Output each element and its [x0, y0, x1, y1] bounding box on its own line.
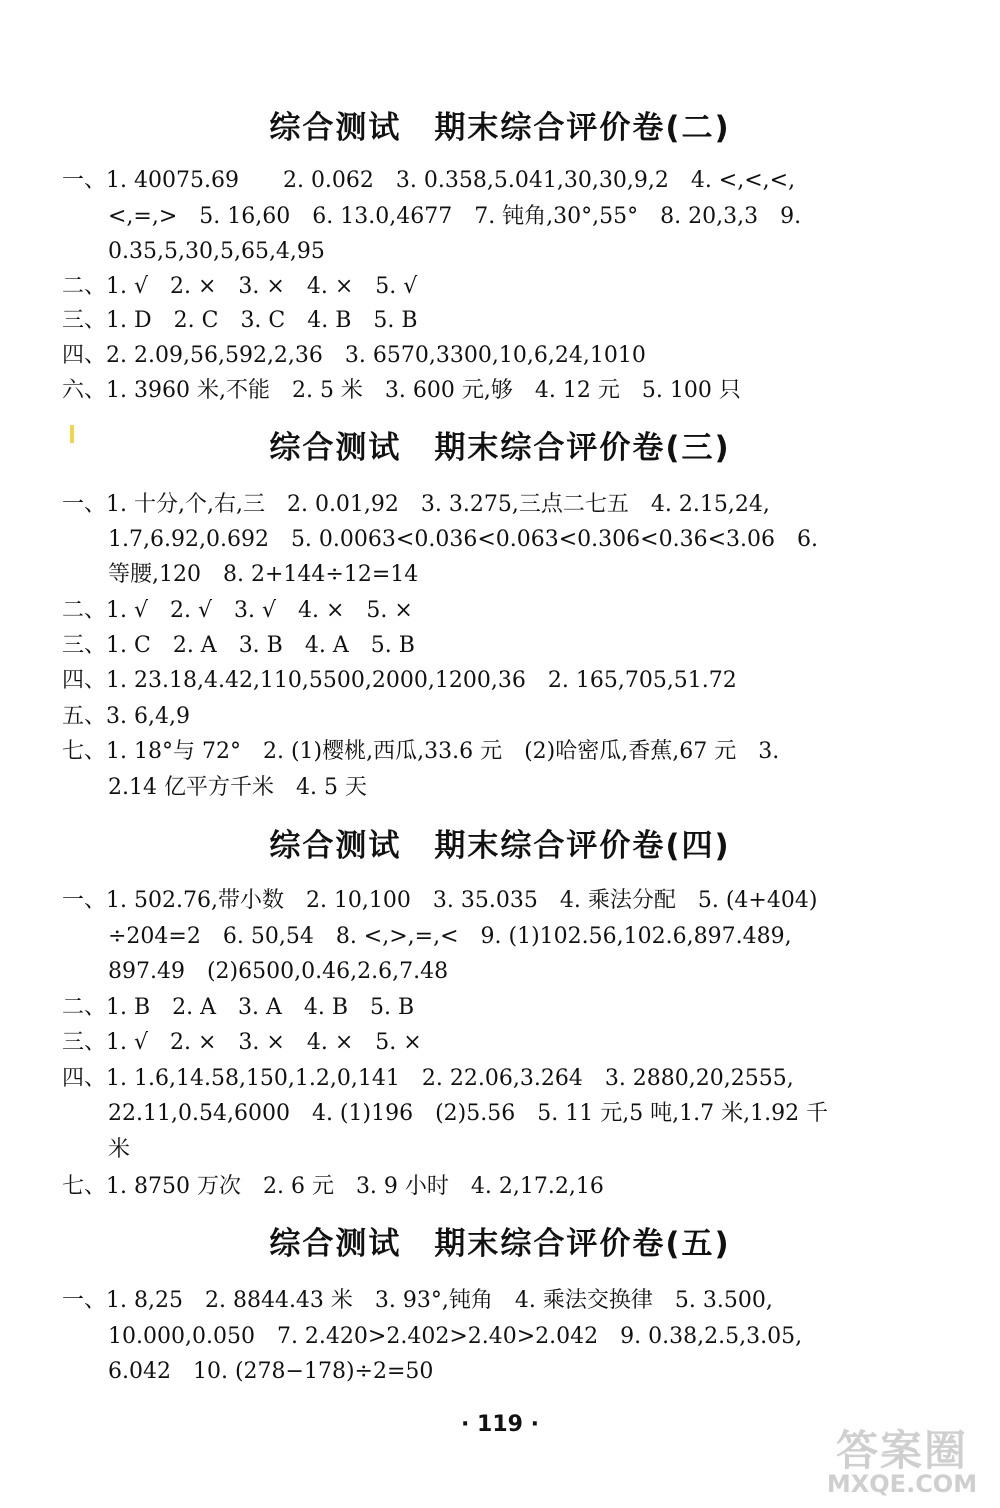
- answer-line: 七、1. 18°与 72° 2. (1)樱桃,西瓜,33.6 元 (2)哈密瓜,香蕉,67 元 3.: [62, 739, 780, 764]
- answer-line: 一、1. 8,25 2. 8844.43 米 3. 93°,钝角 4. 乘法交换律 5. 3.500,: [62, 1288, 773, 1313]
- answer-line: <,=,> 5. 16,60 6. 13.0,4677 7. 钝角,30°,55° 8. 20,3,3 9.: [108, 204, 802, 229]
- watermark-url: MXQE.COM: [826, 1470, 978, 1498]
- answer-line: 一、1. 十分,个,右,三 2. 0.01,92 3. 3.275,三点二七五 4. 2.15,24,: [62, 492, 770, 517]
- answer-line: 897.49 (2)6500,0.46,2.6,7.48: [108, 959, 449, 984]
- answer-line: 米: [108, 1137, 131, 1162]
- answer-line: 等腰,120 8. 2+144÷12=14: [108, 562, 419, 587]
- answer-line: 六、1. 3960 米,不能 2. 5 米 3. 600 元,够 4. 12 元 5. 100 只: [62, 378, 741, 403]
- answer-line: 二、1. √ 2. √ 3. √ 4. × 5. ×: [62, 598, 413, 623]
- answer-line: 一、1. 40075.69 2. 0.062 3. 0.358,5.041,30,30,9,2 4. <,<,<,: [62, 168, 796, 193]
- answer-line: 0.35,5,30,5,65,4,95: [108, 239, 325, 264]
- answer-line: 二、1. √ 2. × 3. × 4. × 5. √: [62, 274, 418, 299]
- answer-line: 一、1. 502.76,带小数 2. 10,100 3. 35.035 4. 乘法分配 5. (4+404): [62, 888, 818, 913]
- section-title: 综合测试 期末综合评价卷(三): [269, 430, 731, 466]
- answer-line: 22.11,0.54,6000 4. (1)196 (2)5.56 5. 11 元,5 吨,1.7 米,1.92 千: [108, 1101, 829, 1126]
- watermark-logo: [822, 1418, 982, 1502]
- answer-line: ÷204=2 6. 50,54 8. <,>,=,< 9. (1)102.56,102.6,897.489,: [108, 924, 792, 949]
- answer-line: 10.000,0.050 7. 2.420>2.402>2.40>2.042 9. 0.38,2.5,3.05,: [108, 1324, 803, 1349]
- answer-line: 四、1. 1.6,14.58,150,1.2,0,141 2. 22.06,3.264 3. 2880,20,2555,: [62, 1066, 794, 1091]
- answer-line: 五、3. 6,4,9: [62, 704, 190, 729]
- answer-line: 2.14 亿平方千米 4. 5 天: [108, 775, 367, 800]
- section-title: 综合测试 期末综合评价卷(四): [269, 828, 731, 864]
- answer-line: 三、1. √ 2. × 3. × 4. × 5. ×: [62, 1030, 422, 1055]
- answer-line: 二、1. B 2. A 3. A 4. B 5. B: [62, 995, 415, 1020]
- answer-line: 1.7,6.92,0.692 5. 0.0063<0.036<0.063<0.306<0.36<3.06 6.: [108, 527, 818, 552]
- section-title: 综合测试 期末综合评价卷(五): [269, 1226, 731, 1262]
- section-title: 综合测试 期末综合评价卷(二): [269, 110, 731, 146]
- watermark-text: 答案圈: [835, 1426, 968, 1475]
- page-number: · 119 ·: [461, 1412, 539, 1437]
- answer-line: 6.042 10. (278−178)÷2=50: [108, 1359, 434, 1384]
- answer-line: 四、1. 23.18,4.42,110,5500,2000,1200,36 2. 165,705,51.72: [62, 668, 737, 693]
- answer-line: 七、1. 8750 万次 2. 6 元 3. 9 小时 4. 2,17.2,16: [62, 1174, 604, 1199]
- answer-line: 三、1. C 2. A 3. B 4. A 5. B: [62, 633, 415, 658]
- answer-line: 三、1. D 2. C 3. C 4. B 5. B: [62, 308, 418, 333]
- answer-line: 四、2. 2.09,56,592,2,36 3. 6570,3300,10,6,24,1010: [62, 343, 646, 368]
